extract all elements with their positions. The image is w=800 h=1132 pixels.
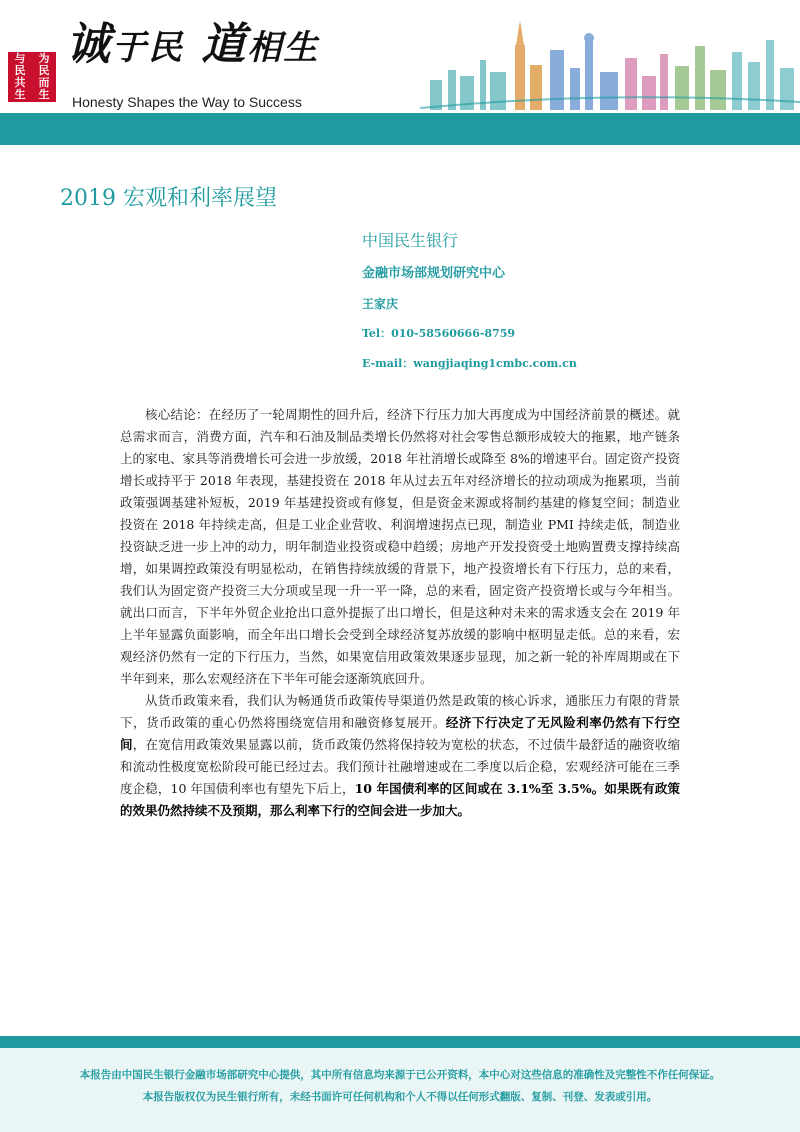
- page-header: [0, 0, 800, 145]
- text-span: ，在宽信用政策效果显露以前，货币政策仍然将保持较为宽松的状态，不过债牛最舒适的融资收缩和流动性极度宽松阶段可能已经过去。我们预计社融增速或在二季度以后企稳，宏观经济可能在三季度企稳，10 年国债利率也有望先下后上，: [120, 737, 680, 796]
- logo-char: 生: [14, 88, 26, 101]
- logo-char: 民: [14, 64, 26, 77]
- header-band: [0, 113, 800, 145]
- department-name: 金融市场部规划研究中心: [362, 266, 506, 281]
- bold-text-span: 经济下行决定了无风险利率仍然有下行空间: [120, 715, 680, 752]
- report-title: 2019 宏观和利率展望: [60, 186, 277, 211]
- logo-char: 民: [38, 64, 50, 77]
- city-skyline-illustration: [420, 10, 800, 110]
- cmbc-logo: [8, 52, 56, 102]
- slogan-part: 诚: [66, 19, 112, 70]
- disclaimer-line: 本报告版权仅为民生银行所有，未经书面许可任何机构和个人不得以任何形式翻版、复制、刊登、发表或引用。: [142, 1091, 658, 1103]
- logo-char: 为: [38, 52, 50, 65]
- disclaimer: [0, 1048, 800, 1132]
- bank-name: 中国民生银行: [362, 231, 459, 250]
- author-phone: Tel：010-58560666-8759: [362, 327, 516, 340]
- slogan-chinese: [66, 8, 319, 72]
- logo-char: 而: [38, 76, 50, 89]
- paragraph-core-conclusion: 核心结论：在经历了一轮周期性的回升后，经济下行压力加大再度成为中国经济前景的概述。就总需求而言，消费方面，汽车和石油及制品类增长仍然将对社会零售总额形成较大的拖累，地产链条上的家电、家具等消费增长可会进一步放缓，2018 年社消增长或降至 8%的增速平台。固定资产投资增长或持平于 2018 年表现，基建投资在 2018 年从过去五年对经济增长的拉动项成为拖累项，当前政策强调基建补短板，2019 年基建投资或有修复，但是资金来源或将制约基建的修复空间；制造业投资在 2018 年持续走高，但是工业企业营收、利润增速拐点已现，制造业 PMI 持续走低，制造业投资缺乏进一步上冲的动力，明年制造业投资或稳中趋缓；房地产开发投资受土地购置费支撑持续高增，如果调控政策没有明显松动，在销售持续放缓的背景下，地产投资增长有下行压力，总的来看，我们认为固定资产投资三大分项或呈现一升一平一降，总的来看，固定资产投资增长或与今年相当。就出口而言，下半年外贸企业抢出口意外提振了出口增长，但是这种对未来的需求透支会在 2019 年上半年显露负面影响，而全年出口增长会受到全球经济复苏放缓的影响中枢明显走低。总的来看，宏观经济仍然有一定的下行压力，当然，如果宽信用政策效果逐步显现，加之新一轮的补库周期或在下半年到来，那么宏观经济在下半年可能会逐渐筑底回升。: [120, 407, 680, 686]
- logo-char: 生: [38, 88, 50, 101]
- disclaimer-line: 本报告由中国民生银行金融市场部研究中心提供，其中所有信息均来源于已公开资料，本中心对这些信息的准确性及完整性不作任何保证。: [79, 1069, 721, 1081]
- slogan-part: 相生: [247, 28, 320, 68]
- text-span: 从货币政策来看，我们认为畅通货币政策传导渠道仍然是政策的核心诉求，通胀压力有限的背景下，货币政策的重心仍然将围绕宽信用和融资修复展开。: [120, 693, 680, 730]
- bold-text-span: 10 年国债利率的区间或在 3.1%至 3.5%。如果既有政策的效果仍然持续不及预期，那么利率下行的空间会进一步加大。: [120, 781, 680, 818]
- logo-char: 与: [14, 52, 26, 65]
- footer-band: [0, 1036, 800, 1048]
- slogan-part: 于民: [112, 28, 184, 68]
- logo-char: 共: [14, 76, 26, 89]
- report-body: [120, 404, 680, 822]
- slogan-english: Honesty Shapes the Way to Success: [72, 94, 302, 110]
- author-name: 王家庆: [362, 297, 399, 311]
- author-block: [362, 228, 577, 385]
- author-email: E-mail：wangjiaqing1cmbc.com.cn: [362, 357, 577, 370]
- paragraph-monetary-policy: [120, 690, 680, 822]
- slogan-part: 道: [201, 19, 248, 70]
- page-footer: [0, 1036, 800, 1132]
